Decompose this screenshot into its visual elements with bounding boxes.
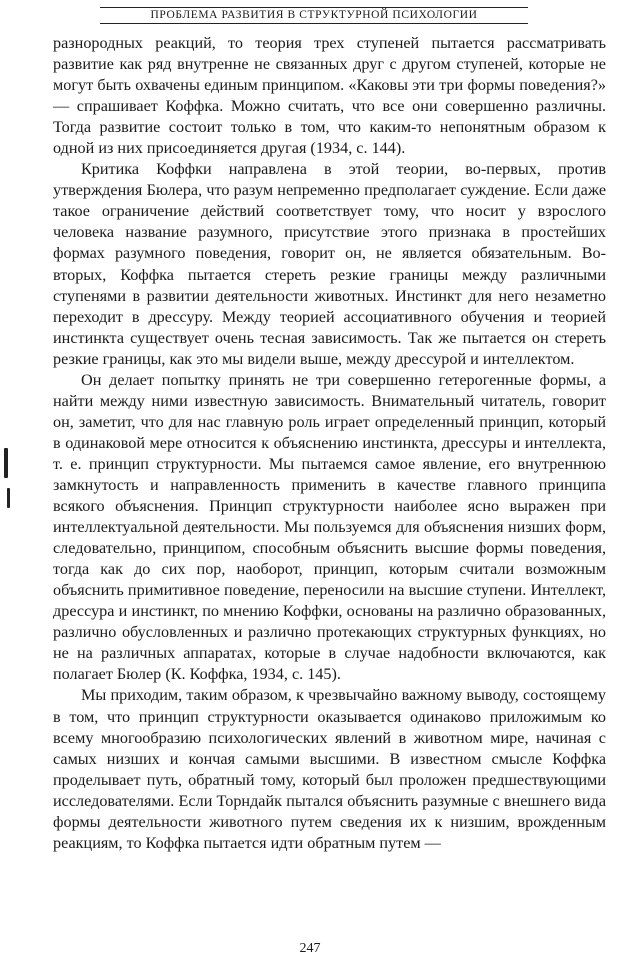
paragraph-2: Критика Коффки направлена в этой теории, во-первых, против утверждения Бюлера, что разум непременно предполагает суждение. Если даже такое ограничение действий соответствует тому, что носит у взрослого человека название разумного, присутствие этого признака в простейших формах разумного поведения, говорит он, не является обязательным. Во-вторых, Коффка пытается стереть резкие границы между различными ступенями в развитии деятельности животных. Инстинкт для него незаметно переходит в дрессуру. Между теорией ассоциативного обучения и теорией инстинкта существует очень тесная зависимость. Так же пытается он стереть резкие границы, как это мы видели выше, между дрессурой и интеллектом.	[53, 160, 606, 368]
running-header: ПРОБЛЕМА РАЗВИТИЯ В СТРУКТУРНОЙ ПСИХОЛОГИИ	[150, 9, 478, 21]
paragraph-3: Он делает попытку принять не три совершенно гетерогенные формы, а найти между ними известную зависимость. Внимательный читатель, говорит он, заметит, что для нас главную роль играет определенный принцип, который в одинаковой мере относится к объяснению инстинкта, дрессуры и интеллекта, т. е. принцип структурности. Мы пытаемся самое явление, его внутреннюю замкнутость и направленность применить в качестве главного принципа всякого объяснения. Принцип структурности наиболее ясно выражен при интеллектуальной деятельности. Мы пользуемся для объяснения низших форм, следовательно, принципом, способным объяснить высшие формы поведения, тогда как до сих пор, наоборот, принцип, которым считали возможным объяснить примитивное поведение, переносили на высшие ступени. Интеллект, дрессура и инстинкт, по мнению Коффки, основаны на различно образованных, различно обусловленных и различно протекающих структурных функциях, но не на различных аппаратах, которые в случае надобности включаются, как полагает Бюлер (К. Коффка, 1934, с. 145).	[53, 370, 606, 684]
paragraph-1: разнородных реакций, то теория трех ступеней пытается рассматривать развитие как ряд внутренне не связанных друг с другом ступеней, которые не могут быть охвачены единым принципом. «Каковы эти три формы поведения?» — спрашивает Коффка. Можно считать, что все они совершенно различны. Тогда развитие состоит только в том, что каким-то непонятным образом к одной из них присоединяется другая (1934, с. 144).	[53, 34, 606, 158]
paragraph-4: Мы приходим, таким образом, к чрезвычайно важному выводу, состоящему в том, что принцип структурности оказывается одинаково приложимым ко всему многообразию психологических явлений в животном мире, начиная с самых низших и кончая самыми высшими. В известном смысле Коффка проделывает путь, обратный тому, который был проложен предшествующими исследователями. Если Торндайк пытался объяснить разумные с внешнего вида формы деятельности животного путем сведения их к низшим, врожденным реакциям, то Коффка пытается идти обратным путем —	[53, 686, 606, 852]
margin-ink-mark	[4, 448, 8, 478]
margin-ink-mark	[7, 488, 10, 508]
page-number: 247	[299, 941, 321, 956]
header-bottom-rule	[100, 23, 528, 24]
body-text	[53, 33, 606, 854]
